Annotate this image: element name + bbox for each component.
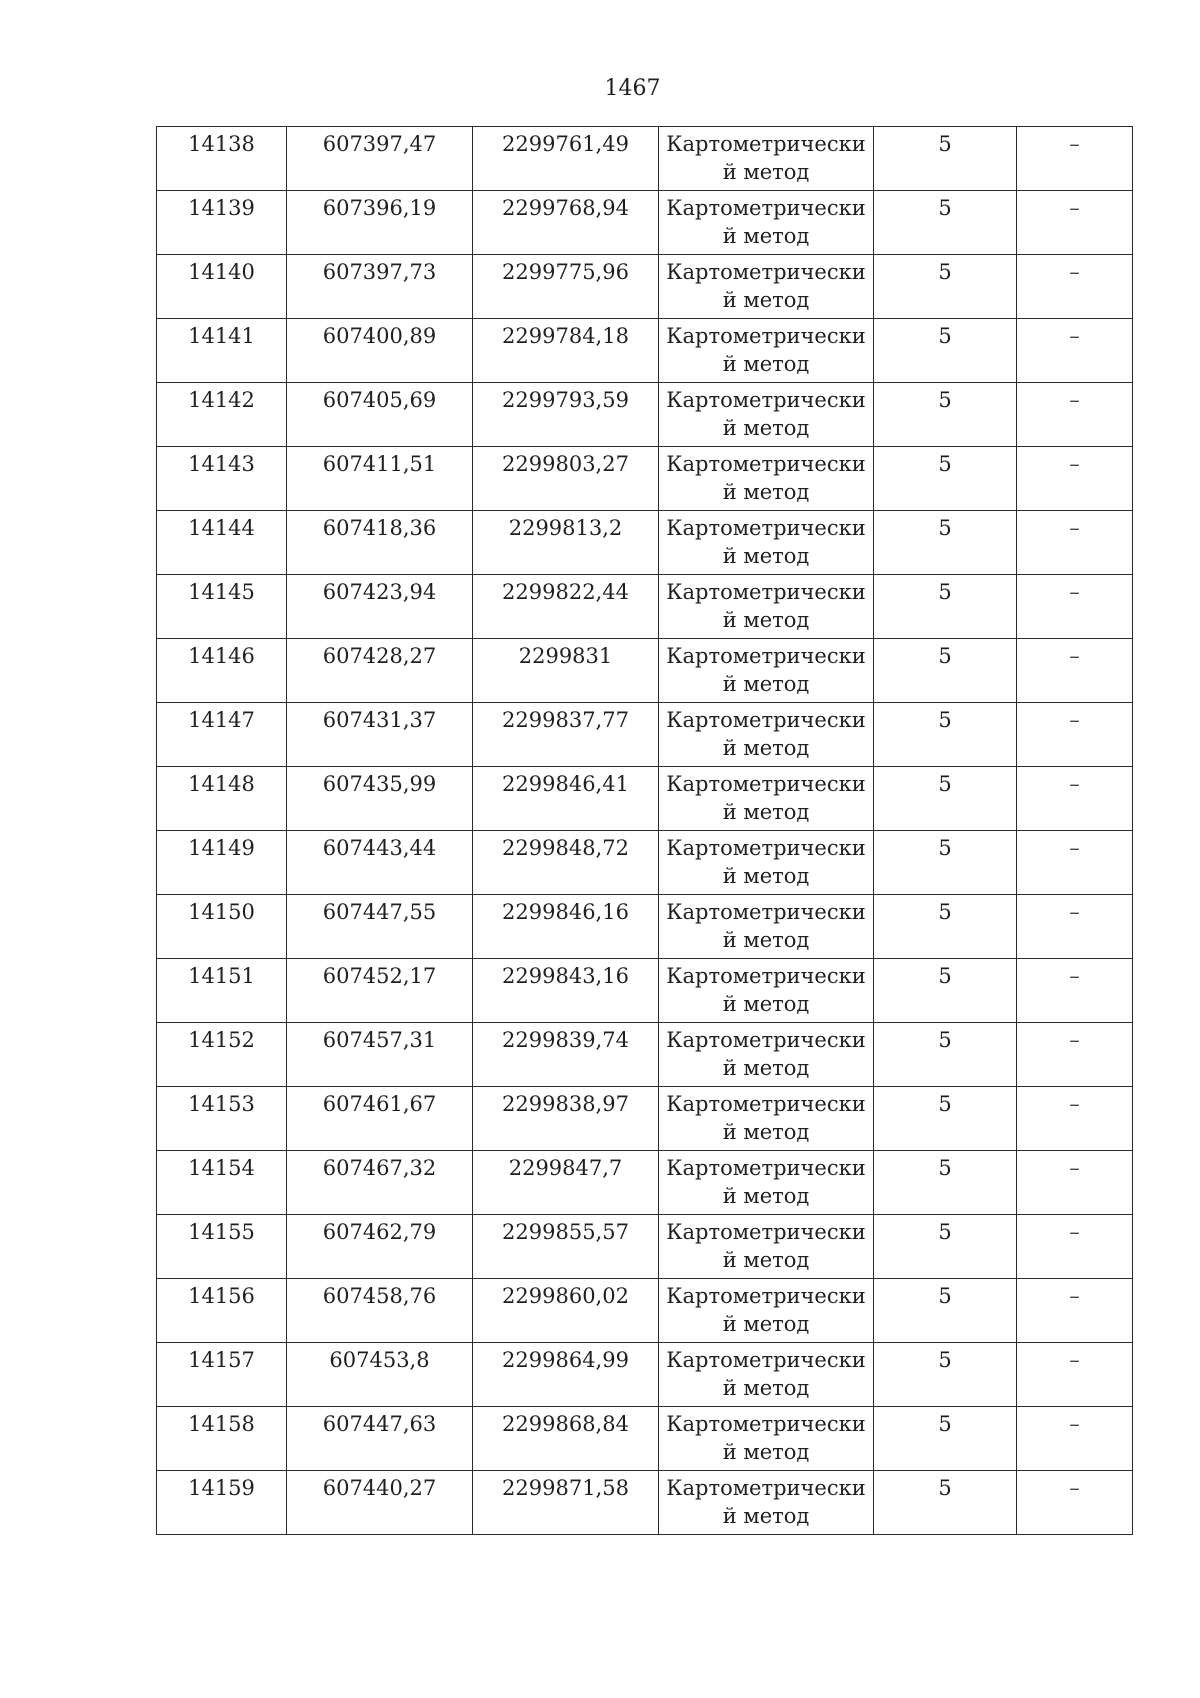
accuracy-cell: 5 [874, 191, 1017, 255]
table-row [157, 959, 1133, 1023]
y-coordinate-cell: 2299843,16 [473, 959, 659, 1023]
accuracy-cell: 5 [874, 511, 1017, 575]
method-cell: Картометрически й метод [659, 1407, 874, 1471]
point-id-cell: 14142 [157, 383, 287, 447]
note-cell: – [1017, 639, 1133, 703]
x-coordinate-cell: 607428,27 [287, 639, 473, 703]
accuracy-cell: 5 [874, 1215, 1017, 1279]
y-coordinate-cell: 2299761,49 [473, 127, 659, 191]
method-cell: Картометрически й метод [659, 1087, 874, 1151]
point-id-cell: 14141 [157, 319, 287, 383]
table-row [157, 1023, 1133, 1087]
point-id-cell: 14148 [157, 767, 287, 831]
point-id-cell: 14140 [157, 255, 287, 319]
note-cell: – [1017, 1279, 1133, 1343]
table-row [157, 1343, 1133, 1407]
x-coordinate-cell: 607435,99 [287, 767, 473, 831]
point-id-cell: 14139 [157, 191, 287, 255]
accuracy-cell: 5 [874, 959, 1017, 1023]
accuracy-cell: 5 [874, 383, 1017, 447]
note-cell: – [1017, 1215, 1133, 1279]
x-coordinate-cell: 607440,27 [287, 1471, 473, 1535]
note-cell: – [1017, 1471, 1133, 1535]
table-row [157, 1279, 1133, 1343]
accuracy-cell: 5 [874, 1087, 1017, 1151]
table-row [157, 191, 1133, 255]
y-coordinate-cell: 2299793,59 [473, 383, 659, 447]
coordinates-table [156, 126, 1133, 1535]
x-coordinate-cell: 607418,36 [287, 511, 473, 575]
point-id-cell: 14150 [157, 895, 287, 959]
note-cell: – [1017, 703, 1133, 767]
method-cell: Картометрически й метод [659, 319, 874, 383]
note-cell: – [1017, 319, 1133, 383]
page-number: 1467 [604, 76, 661, 101]
point-id-cell: 14151 [157, 959, 287, 1023]
accuracy-cell: 5 [874, 319, 1017, 383]
note-cell: – [1017, 383, 1133, 447]
y-coordinate-cell: 2299848,72 [473, 831, 659, 895]
table-row [157, 127, 1133, 191]
note-cell: – [1017, 1343, 1133, 1407]
x-coordinate-cell: 607453,8 [287, 1343, 473, 1407]
table-row [157, 767, 1133, 831]
table-body [157, 127, 1133, 1535]
point-id-cell: 14143 [157, 447, 287, 511]
y-coordinate-cell: 2299813,2 [473, 511, 659, 575]
y-coordinate-cell: 2299860,02 [473, 1279, 659, 1343]
note-cell: – [1017, 1023, 1133, 1087]
note-cell: – [1017, 191, 1133, 255]
method-cell: Картометрически й метод [659, 639, 874, 703]
accuracy-cell: 5 [874, 767, 1017, 831]
note-cell: – [1017, 895, 1133, 959]
x-coordinate-cell: 607397,73 [287, 255, 473, 319]
accuracy-cell: 5 [874, 703, 1017, 767]
method-cell: Картометрически й метод [659, 191, 874, 255]
accuracy-cell: 5 [874, 831, 1017, 895]
point-id-cell: 14154 [157, 1151, 287, 1215]
point-id-cell: 14138 [157, 127, 287, 191]
table-row [157, 383, 1133, 447]
x-coordinate-cell: 607443,44 [287, 831, 473, 895]
table-row [157, 255, 1133, 319]
method-cell: Картометрически й метод [659, 831, 874, 895]
y-coordinate-cell: 2299831 [473, 639, 659, 703]
note-cell: – [1017, 1407, 1133, 1471]
y-coordinate-cell: 2299822,44 [473, 575, 659, 639]
x-coordinate-cell: 607411,51 [287, 447, 473, 511]
x-coordinate-cell: 607457,31 [287, 1023, 473, 1087]
point-id-cell: 14145 [157, 575, 287, 639]
x-coordinate-cell: 607458,76 [287, 1279, 473, 1343]
method-cell: Картометрически й метод [659, 767, 874, 831]
point-id-cell: 14158 [157, 1407, 287, 1471]
y-coordinate-cell: 2299775,96 [473, 255, 659, 319]
point-id-cell: 14144 [157, 511, 287, 575]
method-cell: Картометрически й метод [659, 575, 874, 639]
x-coordinate-cell: 607431,37 [287, 703, 473, 767]
table-row [157, 1471, 1133, 1535]
table-row [157, 831, 1133, 895]
y-coordinate-cell: 2299846,16 [473, 895, 659, 959]
accuracy-cell: 5 [874, 639, 1017, 703]
point-id-cell: 14155 [157, 1215, 287, 1279]
accuracy-cell: 5 [874, 1023, 1017, 1087]
method-cell: Картометрически й метод [659, 383, 874, 447]
method-cell: Картометрически й метод [659, 447, 874, 511]
x-coordinate-cell: 607447,55 [287, 895, 473, 959]
table-row [157, 639, 1133, 703]
method-cell: Картометрически й метод [659, 1343, 874, 1407]
table-row [157, 1407, 1133, 1471]
accuracy-cell: 5 [874, 1151, 1017, 1215]
note-cell: – [1017, 1087, 1133, 1151]
y-coordinate-cell: 2299768,94 [473, 191, 659, 255]
table-row [157, 447, 1133, 511]
table-row [157, 895, 1133, 959]
table-row [157, 1215, 1133, 1279]
table-row [157, 319, 1133, 383]
method-cell: Картометрически й метод [659, 959, 874, 1023]
note-cell: – [1017, 575, 1133, 639]
method-cell: Картометрически й метод [659, 255, 874, 319]
note-cell: – [1017, 511, 1133, 575]
accuracy-cell: 5 [874, 895, 1017, 959]
method-cell: Картометрически й метод [659, 703, 874, 767]
note-cell: – [1017, 255, 1133, 319]
note-cell: – [1017, 1151, 1133, 1215]
method-cell: Картометрически й метод [659, 895, 874, 959]
method-cell: Картометрически й метод [659, 127, 874, 191]
note-cell: – [1017, 767, 1133, 831]
x-coordinate-cell: 607423,94 [287, 575, 473, 639]
point-id-cell: 14149 [157, 831, 287, 895]
note-cell: – [1017, 127, 1133, 191]
table-row [157, 1151, 1133, 1215]
table-row [157, 1087, 1133, 1151]
point-id-cell: 14157 [157, 1343, 287, 1407]
y-coordinate-cell: 2299855,57 [473, 1215, 659, 1279]
note-cell: – [1017, 959, 1133, 1023]
point-id-cell: 14146 [157, 639, 287, 703]
point-id-cell: 14152 [157, 1023, 287, 1087]
x-coordinate-cell: 607397,47 [287, 127, 473, 191]
point-id-cell: 14153 [157, 1087, 287, 1151]
y-coordinate-cell: 2299838,97 [473, 1087, 659, 1151]
method-cell: Картометрически й метод [659, 1023, 874, 1087]
x-coordinate-cell: 607400,89 [287, 319, 473, 383]
accuracy-cell: 5 [874, 575, 1017, 639]
x-coordinate-cell: 607452,17 [287, 959, 473, 1023]
y-coordinate-cell: 2299803,27 [473, 447, 659, 511]
x-coordinate-cell: 607447,63 [287, 1407, 473, 1471]
y-coordinate-cell: 2299868,84 [473, 1407, 659, 1471]
method-cell: Картометрически й метод [659, 1215, 874, 1279]
x-coordinate-cell: 607461,67 [287, 1087, 473, 1151]
accuracy-cell: 5 [874, 255, 1017, 319]
accuracy-cell: 5 [874, 447, 1017, 511]
table-row [157, 703, 1133, 767]
accuracy-cell: 5 [874, 127, 1017, 191]
point-id-cell: 14159 [157, 1471, 287, 1535]
note-cell: – [1017, 447, 1133, 511]
y-coordinate-cell: 2299784,18 [473, 319, 659, 383]
y-coordinate-cell: 2299864,99 [473, 1343, 659, 1407]
y-coordinate-cell: 2299847,7 [473, 1151, 659, 1215]
y-coordinate-cell: 2299839,74 [473, 1023, 659, 1087]
accuracy-cell: 5 [874, 1343, 1017, 1407]
point-id-cell: 14156 [157, 1279, 287, 1343]
y-coordinate-cell: 2299871,58 [473, 1471, 659, 1535]
method-cell: Картометрически й метод [659, 1471, 874, 1535]
y-coordinate-cell: 2299846,41 [473, 767, 659, 831]
method-cell: Картометрически й метод [659, 1279, 874, 1343]
x-coordinate-cell: 607462,79 [287, 1215, 473, 1279]
x-coordinate-cell: 607467,32 [287, 1151, 473, 1215]
table-row [157, 511, 1133, 575]
table-row [157, 575, 1133, 639]
x-coordinate-cell: 607405,69 [287, 383, 473, 447]
method-cell: Картометрически й метод [659, 511, 874, 575]
note-cell: – [1017, 831, 1133, 895]
accuracy-cell: 5 [874, 1471, 1017, 1535]
x-coordinate-cell: 607396,19 [287, 191, 473, 255]
y-coordinate-cell: 2299837,77 [473, 703, 659, 767]
accuracy-cell: 5 [874, 1407, 1017, 1471]
accuracy-cell: 5 [874, 1279, 1017, 1343]
method-cell: Картометрически й метод [659, 1151, 874, 1215]
point-id-cell: 14147 [157, 703, 287, 767]
